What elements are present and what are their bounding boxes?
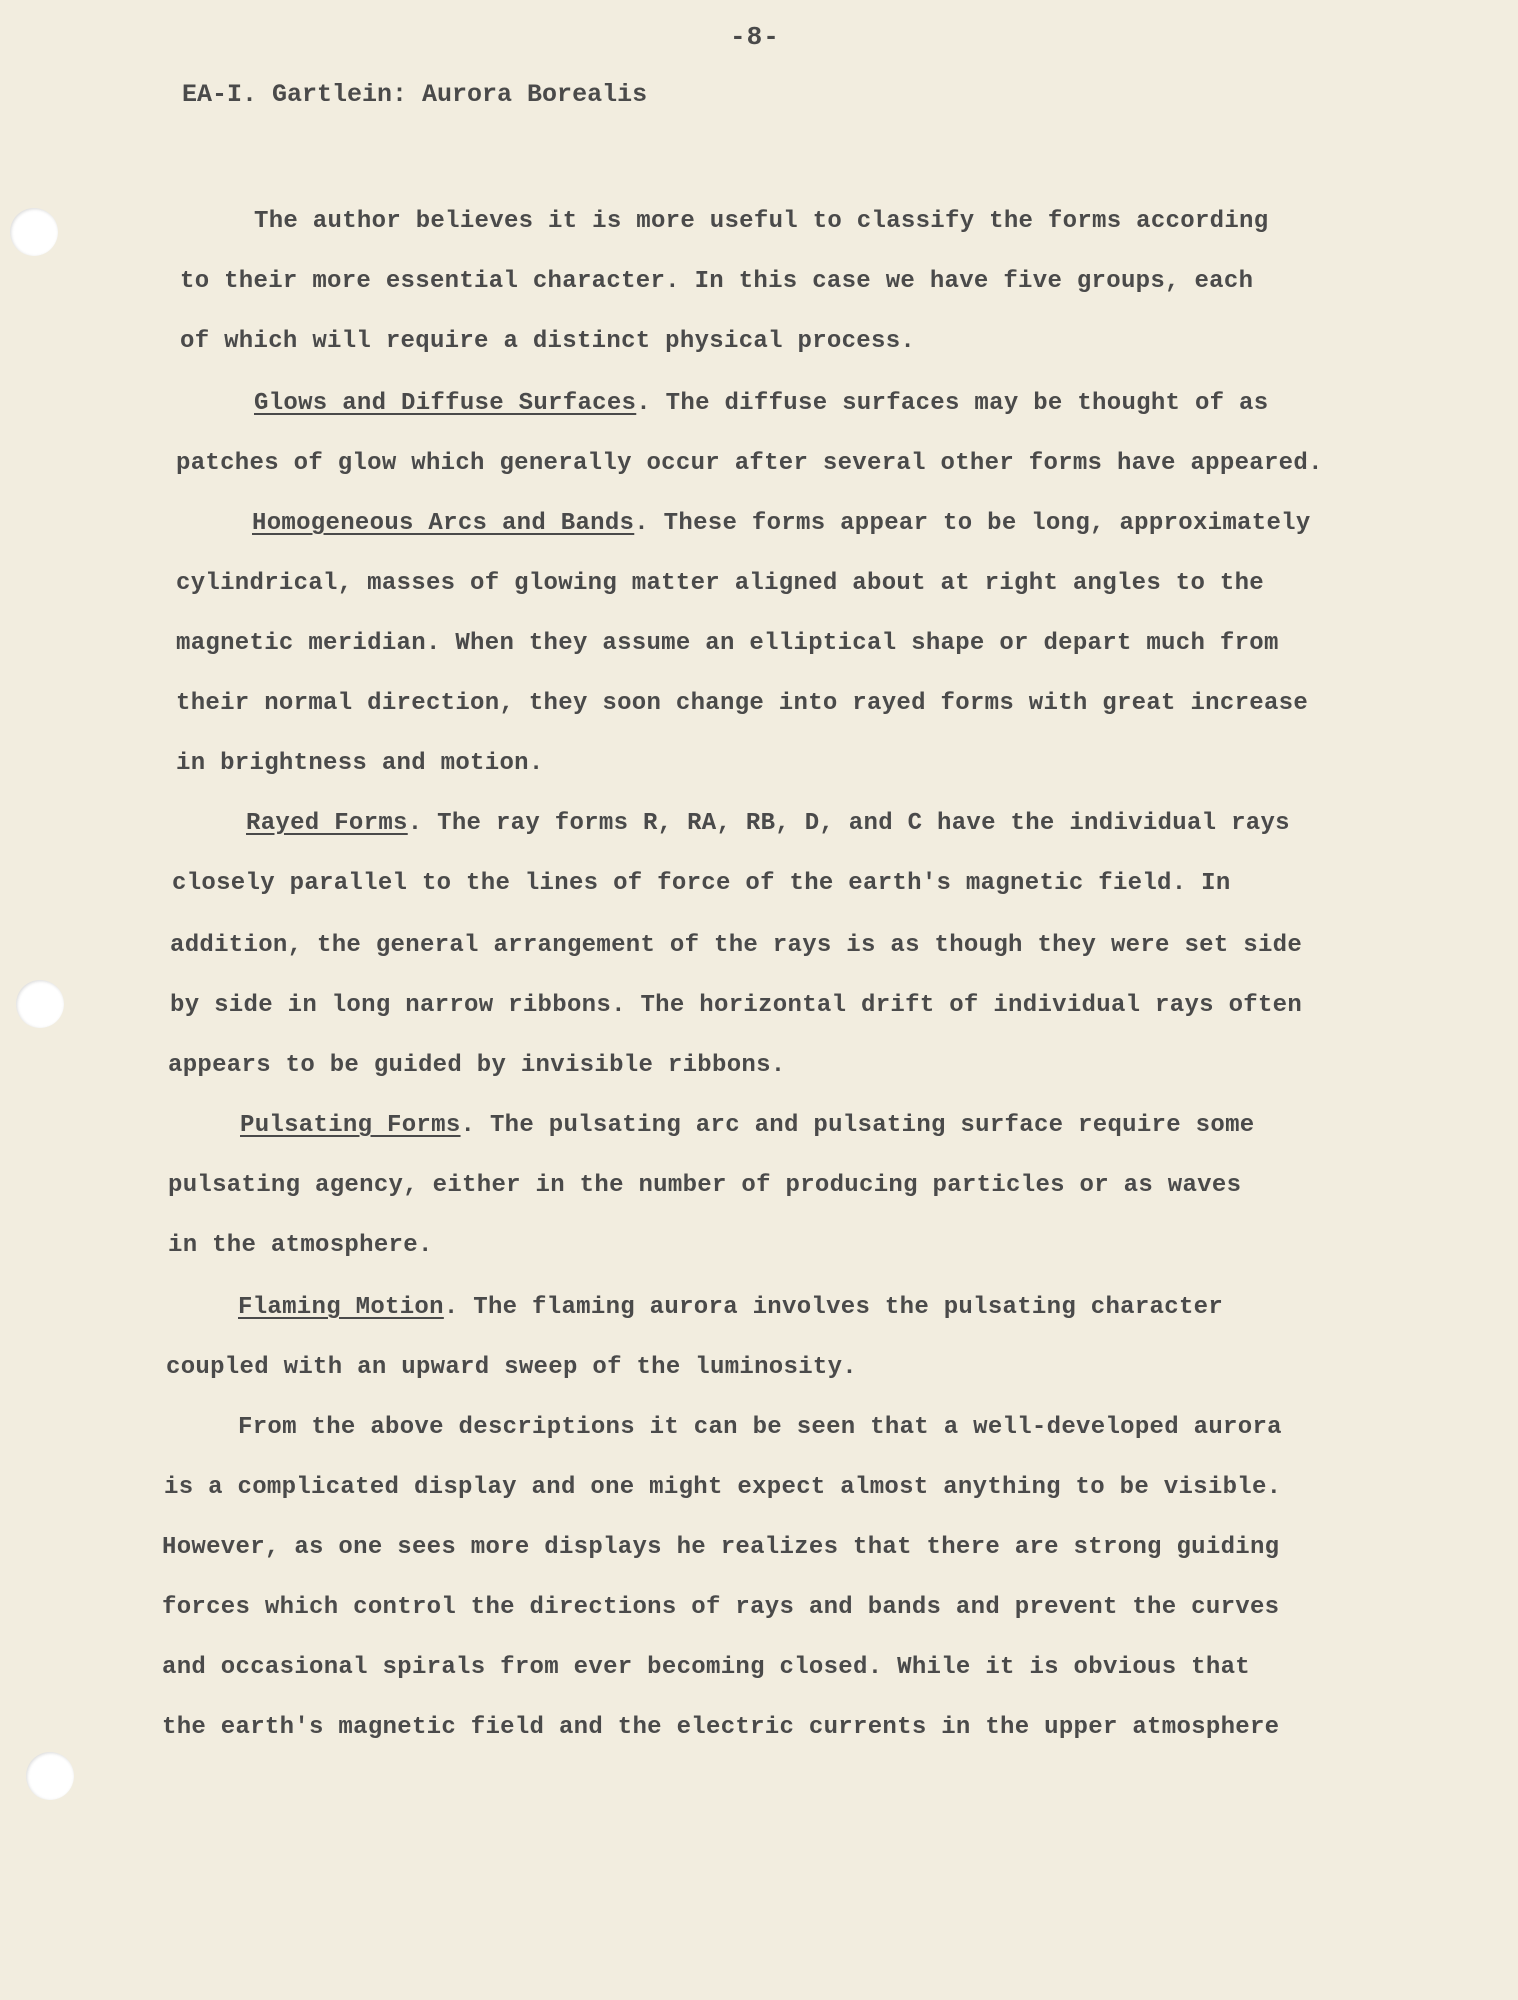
text-line bbox=[168, 1052, 786, 1079]
page-number: -8- bbox=[730, 22, 780, 52]
line-text: appears to be guided by invisible ribbons. bbox=[168, 1052, 786, 1079]
text-line bbox=[246, 810, 1290, 837]
text-line bbox=[168, 1172, 1241, 1199]
line-text: their normal direction, they soon change into rayed forms with great increase bbox=[176, 690, 1309, 717]
text-line bbox=[168, 1232, 433, 1259]
line-text: The author believes it is more useful to classify the forms according bbox=[254, 208, 1269, 235]
line-text: From the above descriptions it can be seen that a well-developed aurora bbox=[238, 1414, 1282, 1441]
line-text: . The ray forms R, RA, RB, D, and C have the individual rays bbox=[407, 810, 1290, 837]
line-text: and occasional spirals from ever becoming closed. While it is obvious that bbox=[162, 1654, 1250, 1681]
line-text: coupled with an upward sweep of the luminosity. bbox=[166, 1354, 858, 1381]
line-text: . These forms appear to be long, approximately bbox=[634, 510, 1311, 537]
line-text: forces which control the directions of rays and bands and prevent the curves bbox=[162, 1594, 1280, 1621]
section-heading: Rayed Forms bbox=[246, 810, 408, 837]
text-line bbox=[180, 268, 1253, 295]
line-text: cylindrical, masses of glowing matter aligned about at right angles to the bbox=[176, 570, 1264, 597]
line-text: However, as one sees more displays he realizes that there are strong guiding bbox=[162, 1534, 1280, 1561]
line-text: pulsating agency, either in the number of producing particles or as waves bbox=[168, 1172, 1242, 1199]
punch-hole bbox=[10, 208, 58, 256]
line-text: addition, the general arrangement of the rays is as though they were set side bbox=[170, 932, 1303, 959]
line-text: to their more essential character. In this case we have five groups, each bbox=[180, 268, 1254, 295]
line-text: by side in long narrow ribbons. The horizontal drift of individual rays often bbox=[170, 992, 1303, 1019]
document-header: EA-I. Gartlein: Aurora Borealis bbox=[182, 80, 648, 109]
line-text: of which will require a distinct physical process. bbox=[180, 328, 916, 355]
text-line bbox=[162, 1714, 1279, 1741]
text-line bbox=[162, 1654, 1250, 1681]
text-line bbox=[170, 932, 1302, 959]
text-line bbox=[172, 870, 1231, 897]
text-line bbox=[238, 1294, 1223, 1321]
line-text: . The pulsating arc and pulsating surface require some bbox=[460, 1112, 1255, 1139]
punch-hole bbox=[26, 1752, 74, 1800]
line-text: closely parallel to the lines of force of the earth's magnetic field. In bbox=[172, 870, 1231, 897]
section-heading: Glows and Diffuse Surfaces bbox=[254, 390, 637, 417]
text-line bbox=[166, 1354, 857, 1381]
text-line bbox=[254, 208, 1268, 235]
line-text: in the atmosphere. bbox=[168, 1232, 433, 1259]
text-line bbox=[252, 510, 1311, 537]
line-text: the earth's magnetic field and the electric currents in the upper atmosphere bbox=[162, 1714, 1280, 1741]
text-line bbox=[176, 750, 544, 777]
text-line bbox=[162, 1534, 1279, 1561]
line-text: . The diffuse surfaces may be thought of as bbox=[636, 390, 1269, 417]
text-line bbox=[254, 390, 1268, 417]
text-line bbox=[240, 1112, 1254, 1139]
text-line bbox=[238, 1414, 1282, 1441]
text-line bbox=[170, 992, 1302, 1019]
text-line bbox=[176, 570, 1264, 597]
text-line bbox=[176, 690, 1308, 717]
line-text: . The flaming aurora involves the pulsating character bbox=[443, 1294, 1224, 1321]
text-line bbox=[176, 450, 1323, 477]
text-line bbox=[180, 328, 915, 355]
text-line bbox=[162, 1594, 1279, 1621]
line-text: patches of glow which generally occur after several other forms have appeared. bbox=[176, 450, 1323, 477]
line-text: magnetic meridian. When they assume an elliptical shape or depart much from bbox=[176, 630, 1279, 657]
punch-hole bbox=[16, 980, 64, 1028]
line-text: in brightness and motion. bbox=[176, 750, 544, 777]
section-heading: Pulsating Forms bbox=[240, 1112, 461, 1139]
section-heading: Homogeneous Arcs and Bands bbox=[252, 510, 635, 537]
section-heading: Flaming Motion bbox=[238, 1294, 444, 1321]
line-text: is a complicated display and one might expect almost anything to be visible. bbox=[164, 1474, 1282, 1501]
text-line bbox=[164, 1474, 1281, 1501]
text-line bbox=[176, 630, 1279, 657]
